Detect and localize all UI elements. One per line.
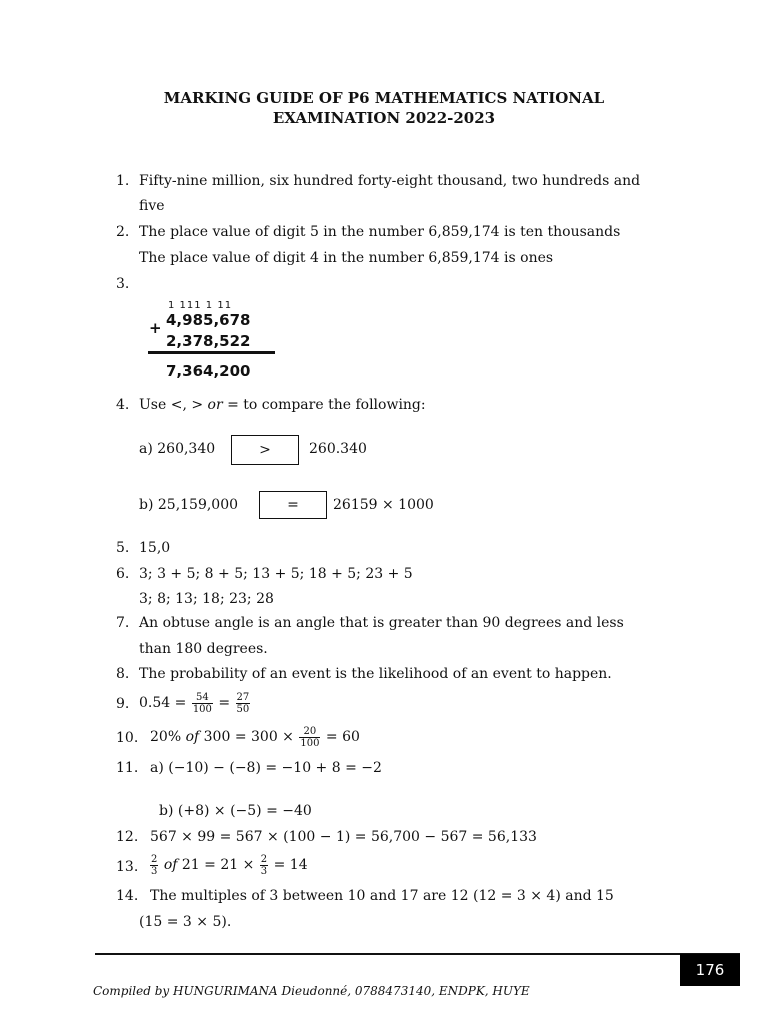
q10-expression [150,724,360,750]
q13-f2-numerator: 2 [260,853,268,865]
q13-f2-denominator: 3 [260,865,268,877]
q6-number: 6. [116,566,130,582]
q9-number: 9. [116,696,130,712]
q10-part-b: 300 = 300 × [199,729,299,745]
q9-f1-denominator: 100 [192,703,212,715]
q9-fraction-1 [192,692,213,715]
page-number: 176 [680,954,740,986]
q5-number: 5. [116,540,130,556]
q11-part-a: a) (−10) − (−8) = −10 + 8 = −2 [150,760,382,776]
q4b-answer-box: = [259,491,327,519]
q7-line-2: than 180 degrees. [139,641,268,657]
q3-number: 3. [116,276,130,292]
q13-f1-numerator: 2 [151,853,158,865]
q12-text: 567 × 99 = 567 × (100 − 1) = 56,700 − 567 = 56,133 [150,829,537,845]
q4-intro-equals: = [222,397,244,413]
q4-intro-symbols: <, > [170,397,208,413]
footer-credit: Compiled by HUNGURIMANA Dieudonné, 0788473140, ENDPK, HUYE [93,984,530,998]
q10-of: of [185,729,200,745]
q9-equals: = [213,695,235,711]
q13-of: of [163,857,178,873]
q6-line-1: 3; 3 + 5; 8 + 5; 13 + 5; 18 + 5; 23 + 5 [139,566,413,582]
q5-text: 15,0 [139,540,171,556]
q13-fraction-1 [150,854,158,877]
q7-line-1: An obtuse angle is an angle that is greater than 90 degrees and less [139,615,624,631]
q13-fraction-2 [260,854,268,877]
q4-intro-b: to compare the following: [243,397,426,413]
footer-rule [95,953,740,955]
q11-part-b: b) (+8) × (−5) = −40 [159,803,312,819]
q3-sum: 7,364,200 [166,362,251,380]
q10-part-c: = 60 [321,729,360,745]
q10-number: 10. [116,730,139,746]
q2-line-2: The place value of digit 4 in the number 6,859,174 is ones [139,250,554,266]
q1-number: 1. [116,173,130,189]
q3-carry-digits: 1 111 1 11 [168,300,233,311]
q4b-label: b) 25,159,000 [139,497,239,513]
q13-part-c: = 14 [269,857,308,873]
q4-instruction [139,396,426,414]
q10-numerator: 20 [299,726,320,738]
q10-denominator: 100 [300,737,320,749]
title-line-2: EXAMINATION 2022-2023 [272,109,496,127]
q11-number: 11. [116,760,139,776]
q8-number: 8. [116,666,130,682]
q12-number: 12. [116,829,139,845]
q9-f2-numerator: 27 [236,691,250,703]
q9-lhs: 0.54 = [139,695,191,711]
q13-expression [149,852,308,878]
q9-f2-denominator: 50 [236,703,250,715]
q4b-right: 26159 × 1000 [333,497,434,513]
q4-intro-a: Use [139,397,171,413]
q10-part-a: 20% [150,729,186,745]
title-line-1: MARKING GUIDE OF P6 MATHEMATICS NATIONAL [163,89,605,107]
q9-fraction-2 [236,692,251,715]
q2-number: 2. [116,224,130,240]
q3-plus-sign: + [149,319,162,337]
q4a-answer-box: > [231,435,299,465]
q3-addend-2: 2,378,522 [166,332,251,350]
q4-number: 4. [116,397,130,413]
q4a-right: 260.340 [309,441,367,457]
q4a-label: a) 260,340 [139,441,216,457]
q9-expression [139,691,251,715]
q4-intro-or: or [207,397,223,413]
q1-line-1: Fifty-nine million, six hundred forty-eight thousand, two hundreds and [139,173,641,189]
q3-sum-rule [148,351,275,354]
q6-line-2: 3; 8; 13; 18; 23; 28 [139,591,274,607]
q9-f1-numerator: 54 [192,692,213,704]
q13-number: 13. [116,859,139,875]
q8-text: The probability of an event is the likelihood of an event to happen. [139,666,612,682]
q7-number: 7. [116,615,130,631]
q14-number: 14. [116,888,139,904]
q2-line-1: The place value of digit 5 in the number 6,859,174 is ten thousands [139,224,621,240]
q1-line-2: five [139,198,165,214]
q14-line-2: (15 = 3 × 5). [139,914,232,930]
q10-fraction [299,726,320,749]
q13-part-b: 21 = 21 × [177,857,259,873]
q3-addend-1: 4,985,678 [166,311,251,329]
q13-f1-denominator: 3 [151,865,158,877]
q14-line-1: The multiples of 3 between 10 and 17 are 12 (12 = 3 × 4) and 15 [150,888,614,904]
